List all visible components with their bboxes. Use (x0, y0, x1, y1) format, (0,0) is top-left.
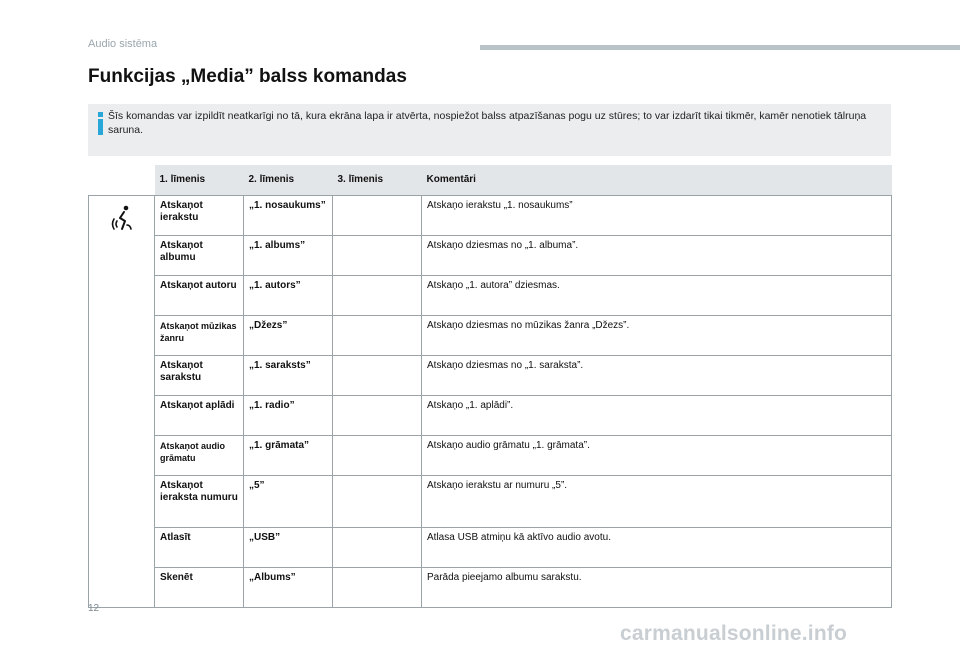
column-header: 1. līmenis (155, 165, 244, 196)
comment-cell: Atlasa USB atmiņu kā aktīvo audio avotu. (422, 528, 892, 568)
header-divider (480, 45, 960, 50)
level2-cell: „1. albums” (244, 236, 333, 276)
comment-cell: Atskaņo audio grāmatu „1. grāmata”. (422, 436, 892, 476)
column-header: 2. līmenis (244, 165, 333, 196)
comment-cell: Parāda pieejamo albumu sarakstu. (422, 568, 892, 608)
table-row (89, 396, 892, 436)
level1-cell: Skenēt (155, 568, 244, 608)
level2-cell: „5” (244, 476, 333, 528)
level3-cell (333, 316, 422, 356)
table-row (89, 356, 892, 396)
level3-cell (333, 236, 422, 276)
comment-cell: Atskaņo dziesmas no „1. saraksta”. (422, 356, 892, 396)
comment-cell: Atskaņo dziesmas no „1. albuma”. (422, 236, 892, 276)
level1-cell: Atskaņot ieraksta numuru (155, 476, 244, 528)
table-row (89, 528, 892, 568)
level1-cell: Atskaņot ierakstu (155, 196, 244, 236)
info-icon (96, 112, 106, 136)
section-label: Audio sistēma (88, 38, 158, 50)
voice-command-icon (111, 205, 135, 233)
level2-cell: „Džezs” (244, 316, 333, 356)
level1-cell: Atskaņot sarakstu (155, 356, 244, 396)
level3-cell (333, 528, 422, 568)
header-corner (89, 165, 155, 196)
table-row (89, 196, 892, 236)
comment-cell: Atskaņo „1. aplādi”. (422, 396, 892, 436)
level3-cell (333, 196, 422, 236)
level2-cell: „1. autors” (244, 276, 333, 316)
table-row (89, 476, 892, 528)
level1-cell: Atskaņot aplādi (155, 396, 244, 436)
comment-cell: Atskaņo ierakstu „1. nosaukums” (422, 196, 892, 236)
watermark: carmanualsonline.info (620, 622, 848, 645)
level2-cell: „USB” (244, 528, 333, 568)
page-number: 12 (88, 603, 100, 614)
comment-cell: Atskaņo dziesmas no mūzikas žanra „Džezs”. (422, 316, 892, 356)
table-row (89, 316, 892, 356)
level2-cell: „1. saraksts” (244, 356, 333, 396)
table-row (89, 236, 892, 276)
level1-cell: Atskaņot albumu (155, 236, 244, 276)
comment-cell: Atskaņo ierakstu ar numuru „5”. (422, 476, 892, 528)
level3-cell (333, 396, 422, 436)
level1-cell: Atlasīt (155, 528, 244, 568)
level3-cell (333, 436, 422, 476)
level2-cell: „1. nosaukums” (244, 196, 333, 236)
level2-cell: „1. grāmata” (244, 436, 333, 476)
table-row (89, 436, 892, 476)
level1-cell: Atskaņot autoru (155, 276, 244, 316)
column-header: Komentāri (422, 165, 892, 196)
level3-cell (333, 568, 422, 608)
table-row (89, 568, 892, 608)
column-header: 3. līmenis (333, 165, 422, 196)
table-header-row (89, 165, 892, 196)
info-text: Šīs komandas var izpildīt neatkarīgi no tā, kura ekrāna lapa ir atvērta, nospiežot balss atpazīšanas pogu uz stūres; to var izdarīt tikai tikmēr, kamēr nenotiek tālruņa saruna. (108, 110, 867, 136)
level3-cell (333, 356, 422, 396)
table-row (89, 276, 892, 316)
level1-cell: Atskaņot audio grāmatu (155, 436, 244, 476)
icon-cell (89, 196, 155, 608)
voice-command-table (88, 165, 892, 608)
info-box (88, 104, 891, 156)
level2-cell: „Albums” (244, 568, 333, 608)
comment-cell: Atskaņo „1. autora” dziesmas. (422, 276, 892, 316)
level3-cell (333, 276, 422, 316)
page-title: Funkcijas „Media” balss komandas (88, 66, 407, 87)
level1-cell: Atskaņot mūzikas žanru (155, 316, 244, 356)
level2-cell: „1. radio” (244, 396, 333, 436)
level3-cell (333, 476, 422, 528)
